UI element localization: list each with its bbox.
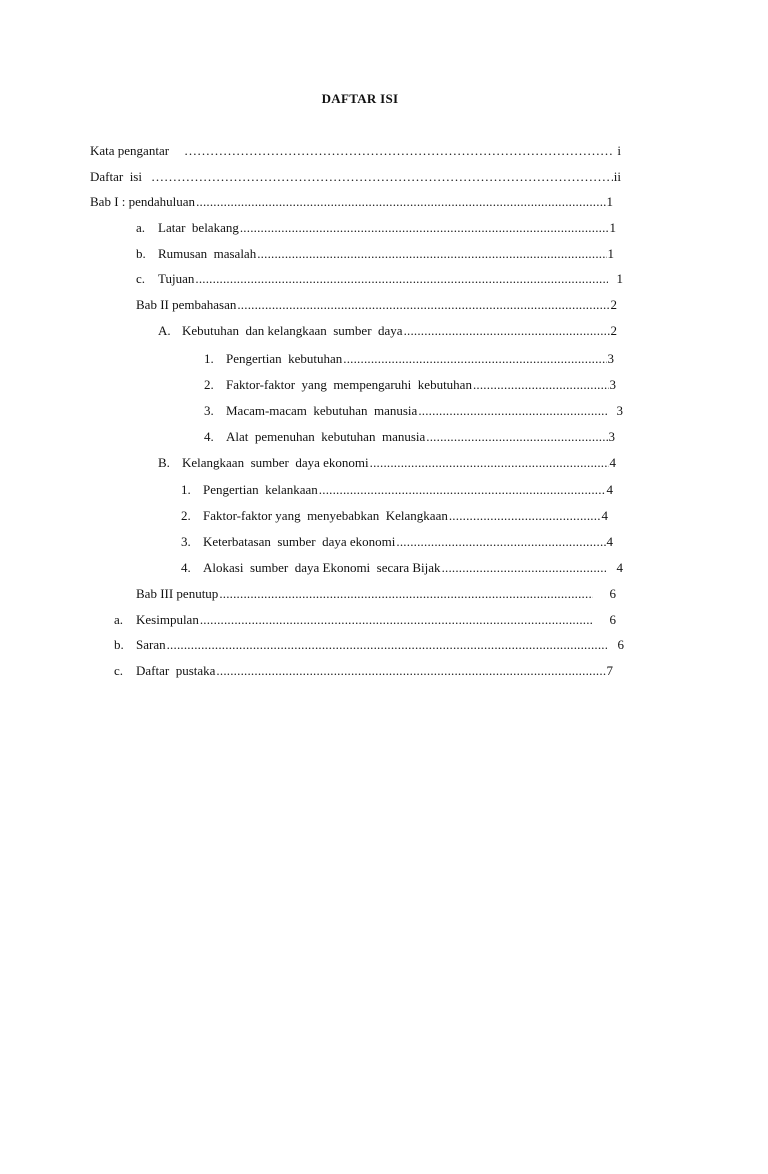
toc-entry-label: Faktor-faktor yang mempengaruhi kebutuhan: [226, 377, 472, 392]
toc-entry-label: Kebutuhan dan kelangkaan sumber daya: [182, 323, 403, 338]
toc-entry-bab-1: [90, 193, 613, 211]
leader-dots: [370, 454, 609, 472]
toc-entry-page: 6: [609, 612, 616, 627]
toc-entry-marker: 4.: [204, 429, 214, 444]
toc-entry-rumusan-masalah: [136, 245, 614, 263]
leader-dots: [184, 142, 612, 160]
toc-entry-label: Alat pemenuhan kebutuhan manusia: [226, 429, 426, 444]
leader-dots: [343, 350, 606, 368]
toc-entry-marker: a.: [114, 612, 124, 627]
toc-entry-page: 2: [610, 297, 617, 312]
toc-entry-label: Daftar pustaka: [136, 663, 216, 678]
toc-entry-marker: 4.: [181, 560, 191, 575]
toc-entry-page: 6: [617, 637, 624, 652]
toc-entry-tujuan: [136, 270, 623, 288]
toc-entry-label: Saran: [136, 637, 166, 652]
toc-entry-marker: b.: [136, 246, 146, 261]
toc-entry-keterbatasan: [181, 533, 613, 551]
toc-entry-bab-3: [136, 585, 616, 603]
leader-dots: [396, 533, 605, 551]
toc-entry-marker: B.: [158, 455, 170, 470]
toc-entry-label: Kelangkaan sumber daya ekonomi: [182, 455, 369, 470]
toc-entry-label: Pengertian kebutuhan: [226, 351, 343, 366]
toc-entry-page: 1: [609, 220, 616, 235]
toc-entry-label: Rumusan masalah: [158, 246, 257, 261]
toc-entry-marker: 2.: [181, 508, 191, 523]
leader-dots: [237, 296, 609, 314]
toc-entry-daftar-isi: [90, 168, 621, 186]
leader-dots: [473, 376, 609, 394]
leader-dots: [449, 507, 601, 525]
toc-entry-kesimpulan: [114, 611, 616, 629]
leader-dots: [240, 219, 609, 237]
leader-dots: [404, 322, 610, 340]
page-title: DAFTAR ISI: [321, 91, 399, 106]
toc-entry-marker: c.: [114, 663, 124, 678]
toc-entry-latar-belakang: [136, 219, 616, 237]
toc-entry-page: 1: [616, 271, 623, 286]
toc-entry-kebutuhan-kelangkaan: [158, 322, 617, 340]
toc-entry-page: 7: [606, 663, 613, 678]
leader-dots: [200, 611, 593, 629]
toc-entry-macam-kebutuhan: [204, 402, 623, 420]
toc-entry-label: Kata pengantar: [90, 143, 170, 158]
leader-dots: [151, 168, 613, 186]
toc-entry-marker: a.: [136, 220, 146, 235]
toc-entry-page: 2: [610, 323, 617, 338]
leader-dots: [319, 481, 606, 499]
toc-entry-alokasi: [181, 559, 623, 577]
toc-entry-page: 4: [616, 560, 623, 575]
toc-entry-marker: b.: [114, 637, 124, 652]
toc-entry-label: Macam-macam kebutuhan manusia: [226, 403, 418, 418]
toc-entry-kata-pengantar: [90, 142, 621, 160]
leader-dots: [257, 245, 606, 263]
toc-entry-page: 3: [609, 377, 616, 392]
toc-entry-kelangkaan-sumber-daya: [158, 454, 616, 472]
toc-entry-label: Bab II pembahasan: [136, 297, 237, 312]
leader-dots: [196, 193, 605, 211]
toc-entry-label: Tujuan: [158, 271, 195, 286]
leader-dots: [167, 636, 607, 654]
toc-entry-marker: 1.: [181, 482, 191, 497]
toc-entry-page: 4: [606, 482, 613, 497]
toc-entry-label: Bab I : pendahuluan: [90, 194, 196, 209]
toc-entry-page: 4: [601, 508, 608, 523]
toc-entry-daftar-pustaka: [114, 662, 613, 680]
toc-entry-saran: [114, 636, 624, 654]
toc-entry-marker: 3.: [181, 534, 191, 549]
toc-entry-marker: 2.: [204, 377, 214, 392]
toc-entry-page: 4: [609, 455, 616, 470]
toc-entry-label: Alokasi sumber daya Ekonomi secara Bijak: [203, 560, 441, 575]
toc-entry-alat-pemenuhan: [204, 428, 615, 446]
toc-entry-page: 4: [606, 534, 613, 549]
toc-entry-pengertian-kebutuhan: [204, 350, 614, 368]
leader-dots: [442, 559, 606, 577]
toc-entry-label: Kesimpulan: [136, 612, 199, 627]
toc-entry-page: 1: [606, 194, 613, 209]
leader-dots: [426, 428, 607, 446]
toc-entry-page: 3: [608, 429, 615, 444]
toc-entry-marker: c.: [136, 271, 146, 286]
toc-entry-page: ii: [613, 169, 621, 184]
leader-dots: [195, 270, 607, 288]
toc-entry-marker: 3.: [204, 403, 214, 418]
toc-entry-label: Pengertian kelankaan: [203, 482, 318, 497]
leader-dots: [418, 402, 607, 420]
toc-entry-faktor-kelangkaan: [181, 507, 608, 525]
toc-entry-marker: A.: [158, 323, 171, 338]
toc-entry-label: Faktor-faktor yang menyebabkan Kelangkaan: [203, 508, 448, 523]
leader-dots: [219, 585, 592, 603]
toc-entry-page: 3: [616, 403, 623, 418]
toc-entry-page: 6: [609, 586, 616, 601]
toc-entry-faktor-kebutuhan: [204, 376, 616, 394]
toc-entry-label: Latar belakang: [158, 220, 239, 235]
toc-entry-pengertian-kelangkaan: [181, 481, 613, 499]
toc-entry-label: Bab III penutup: [136, 586, 219, 601]
toc-entry-page: 1: [607, 246, 614, 261]
toc-entry-marker: 1.: [204, 351, 214, 366]
leader-dots: [216, 662, 605, 680]
toc-entry-page: i: [617, 143, 621, 158]
toc-entry-label: Daftar isi: [90, 169, 142, 184]
toc-entry-label: Keterbatasan sumber daya ekonomi: [203, 534, 396, 549]
toc-entry-page: 3: [607, 351, 614, 366]
toc-entry-bab-2: [136, 296, 617, 314]
